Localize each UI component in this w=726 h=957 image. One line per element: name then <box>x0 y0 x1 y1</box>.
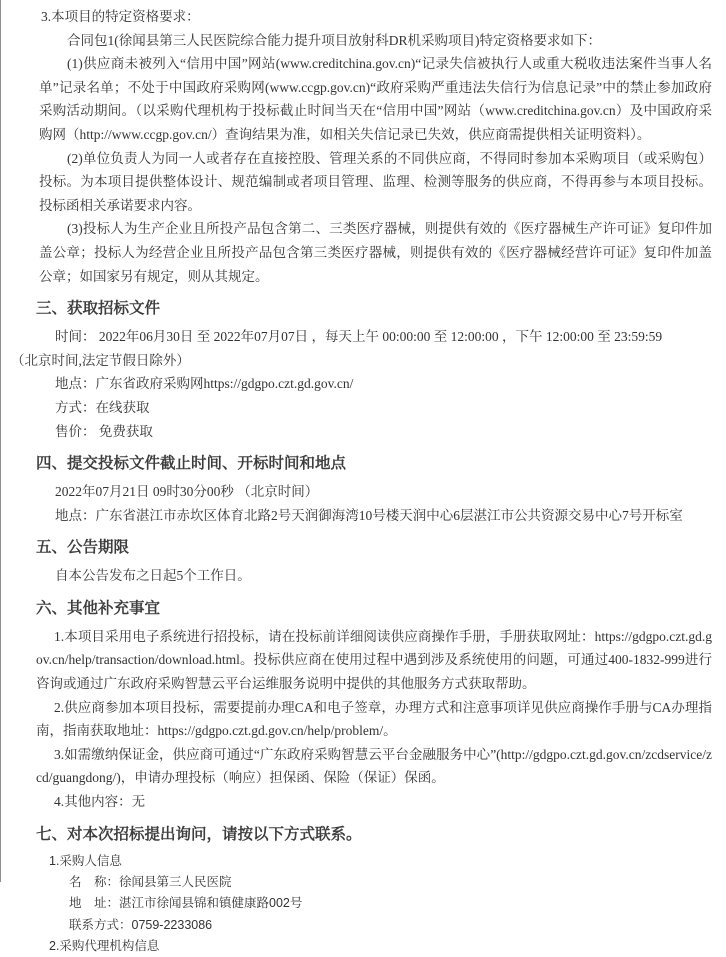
other-matters-item-4: 4.其他内容：无 <box>54 794 146 810</box>
qualification-requirement-3: (3)投标人为生产企业且所投产品包含第二、三类医疗器械，则提供有效的《医疗器械生产许可证》复印件加盖公章；投标人为经营企业且所投产品包含第三类医疗器械，则提供有效的《医疗器械经营许可证》复印件加盖公章；如国家另有规定，则从其规定。 <box>39 221 712 284</box>
qualification-requirement-2: (2)单位负责人为同一人或者存在直接控股、管理关系的不同供应商，不得同时参加本采购项目（或采购包）投标。为本项目提供整体设计、规范编制或者项目管理、监理、检测等服务的供应商，不得再参与本项目投标。投标函相关承诺要求内容。 <box>39 150 712 213</box>
section-heading-inquiry-contact: 七、对本次招标提出询问，请按以下方式联系。 <box>36 825 362 843</box>
obtain-location-line: 地点：广东省政府采购网https://gdgpo.czt.gd.gov.cn/ <box>55 376 354 392</box>
section-heading-submission-deadline: 四、提交投标文件截止时间、开标时间和地点 <box>36 455 347 473</box>
obtain-time-note: （北京时间,法定节假日除外） <box>11 352 190 368</box>
obtain-price-line: 售价： 免费获取 <box>55 423 153 439</box>
agency-info-title: 2.采购代理机构信息 <box>49 938 160 953</box>
qualification-requirement-1: (1)供应商未被列入“信用中国”网站(www.creditchina.gov.cn)“记录失信被执行人或重大税收违法案件当事人名单”记录名单；不处于中国政府采购网(www.ccgp.gov.cn)“政府采购严重违法失信行为信息记录”中的禁止参加政府采购活动期间。（以采购代理机构于投标截止时间当天在“信用中国”网站（www.creditchina.gov.cn）及中国政府采购网（http://www.ccgp.gov.cn/）查询结果为准，如相关失信记录已失效，供应商需提供相关证明资料）。 <box>39 56 712 142</box>
section-heading-announcement-period: 五、公告期限 <box>36 539 130 557</box>
purchaser-info-title: 1.采购人信息 <box>49 853 122 868</box>
submission-deadline-line: 2022年07月21日 09时30分00秒 （北京时间） <box>55 484 319 500</box>
qualification-title: 3.本项目的特定资格要求： <box>41 9 200 24</box>
other-matters-item-1: 1.本项目采用电子系统进行招投标，请在投标前详细阅读供应商操作手册，手册获取网址：https://gdgpo.czt.gd.gov.cn/help/transaction/download.html。投标供应商在使用过程中遇到涉及系统使用的问题，可通过400-1832-999进行咨询或通过广东政府采购智慧云平台运维服务说明中提供的其他服务方式获取帮助。 <box>36 628 712 692</box>
purchaser-address-line: 地 址：湛江市徐闻县锦和镇健康路002号 <box>69 896 303 911</box>
section-heading-other-matters: 六、其他补充事宜 <box>36 599 161 617</box>
other-matters-item-3: 3.如需缴纳保证金，供应商可通过“广东政府采购智慧云平台金融服务中心”(http://gdgpo.czt.gd.gov.cn/zcdservice/zcd/guangdong/)，申请办理投标（响应）担保函、保险（保证）保函。 <box>36 746 712 786</box>
purchaser-contact-line: 联系方式：0759-2233086 <box>69 917 213 932</box>
announcement-period-line: 自本公告发布之日起5个工作日。 <box>55 568 251 584</box>
qualification-package-line: 合同包1(徐闻县第三人民医院综合能力提升项目放射科DR机采购项目)特定资格要求如下： <box>67 32 601 48</box>
bid-opening-location-line: 地点：广东省湛江市赤坎区体育北路2号天润御海湾10号楼天润中心6层湛江市公共资源交易中心7号开标室 <box>55 507 683 523</box>
section-heading-obtain-bid-documents: 三、获取招标文件 <box>36 300 161 318</box>
purchaser-name-line: 名 称：徐闻县第三人民医院 <box>69 874 232 889</box>
obtain-time-line: 时间： 2022年06月30日 至 2022年07月07日 ，每天上午 00:00:00 至 12:00:00 ，下午 12:00:00 至 23:59:59 <box>55 329 663 345</box>
other-matters-item-2: 2.供应商参加本项目投标，需要提前办理CA和电子签章，办理方式和注意事项详见供应商操作手册与CA办理指南，指南获取地址：https://gdgpo.czt.gd.gov.cn/help/problem/。 <box>36 699 712 739</box>
obtain-method-line: 方式：在线获取 <box>55 399 150 415</box>
